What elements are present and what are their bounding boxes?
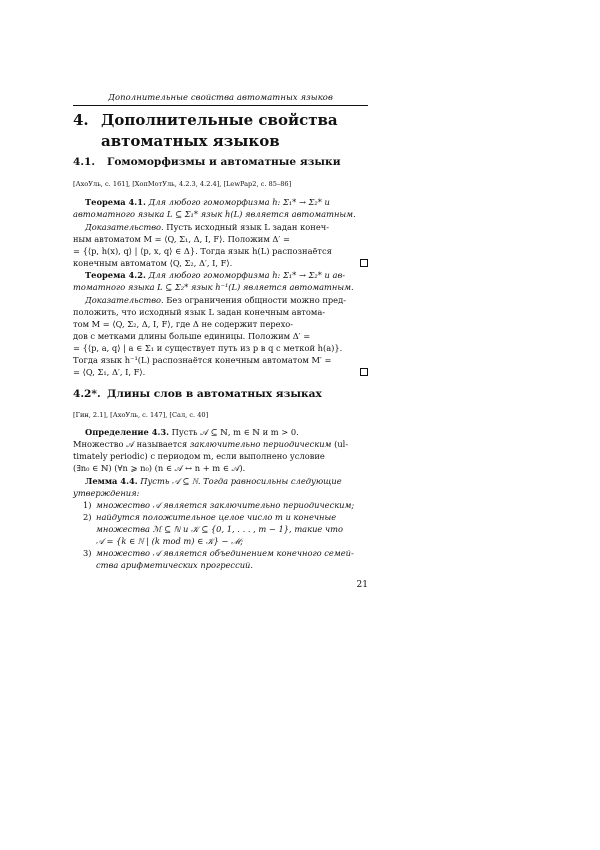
definition-text: Множество 𝒜 называется bbox=[73, 439, 190, 449]
proof-4-2-line: том M = ⟨Q, Σ₂, Δ, I, F⟩, где Δ не содержит перехо- bbox=[73, 319, 294, 329]
proof-4-2-line bbox=[85, 295, 368, 306]
definition-text: Пусть 𝒜 ⊆ ℕ, m ∈ ℕ и m > 0. bbox=[169, 427, 299, 437]
proof-text: Пусть исходный язык L задан конеч- bbox=[163, 222, 330, 232]
section-number: 4.2*. bbox=[73, 388, 101, 400]
page bbox=[73, 0, 368, 850]
running-header: Дополнительные свойства автоматных языков bbox=[108, 92, 333, 102]
chapter-title: Дополнительные свойства автоматных языков bbox=[101, 111, 338, 150]
proof-4-2-line: Тогда язык h⁻¹(L) распознаётся конечным автоматом M′ = bbox=[73, 355, 332, 365]
theorem-label: Теорема 4.1. bbox=[85, 197, 146, 207]
lemma-4-4-line bbox=[85, 476, 368, 487]
list-item-continuation: 𝒜 = {k ∈ ℕ | (k mod m) ∈ 𝒦} − ℳ; bbox=[96, 536, 244, 546]
page-number: 21 bbox=[356, 580, 368, 590]
proof-label: Доказательство. bbox=[85, 295, 164, 305]
defined-term: заключительно периодическим bbox=[189, 439, 332, 449]
proof-4-1-line: конечным автоматом ⟨Q, Σ₂, Δ′, I, F⟩. bbox=[73, 258, 233, 268]
list-item-continuation: множества ℳ ⊆ ℕ и 𝒦 ⊆ {0, 1, . . . , m − 1}, такие что bbox=[96, 524, 343, 534]
list-item bbox=[83, 548, 368, 559]
theorem-label: Теорема 4.2. bbox=[85, 270, 146, 280]
proof-4-2-line: = {⟨p, a, q⟩ | a ∈ Σ₁ и существует путь из p в q с меткой h(a)}. bbox=[73, 343, 343, 353]
header-rule bbox=[73, 105, 368, 106]
list-item bbox=[83, 500, 368, 511]
definition-4-3-line: timately periodic) с периодом m, если выполнено условие bbox=[73, 451, 325, 461]
lemma-label: Лемма 4.4. bbox=[85, 476, 138, 486]
theorem-text: Для любого гомоморфизма h: Σ₁* → Σ₂* и ав- bbox=[145, 270, 346, 280]
proof-4-1-line bbox=[85, 222, 368, 233]
lemma-text: Пусть 𝒜 ⊆ ℕ. Тогда равносильны следующие bbox=[137, 476, 342, 486]
chapter-number: 4. bbox=[73, 111, 89, 129]
list-item-text: множество 𝒜 является объединением конечного семей- bbox=[96, 548, 354, 558]
definition-4-3-line bbox=[85, 427, 368, 438]
proof-4-2-line: = ⟨Q, Σ₁, Δ′, I, F⟩. bbox=[73, 367, 146, 377]
definition-4-3-line: (∃n₀ ∈ ℕ) (∀n ⩾ n₀) (n ∈ 𝒜 ↔ n + m ∈ 𝒜). bbox=[73, 463, 246, 473]
section-title: Длины слов в автоматных языках bbox=[107, 388, 322, 400]
section-references: [Гин, 2.1], [АхоУль, с. 147], [Сал, с. 40] bbox=[73, 411, 209, 419]
list-item-number: 1) bbox=[83, 500, 92, 510]
section-references: [АхоУль, с. 161], [ХопМотУль, 4.2.3, 4.2.4], [LewPap2, с. 85–86] bbox=[73, 180, 292, 188]
qed-square-icon bbox=[360, 259, 368, 267]
qed-square-icon bbox=[360, 368, 368, 376]
section-number: 4.1. bbox=[73, 156, 96, 168]
proof-label: Доказательство. bbox=[85, 222, 164, 232]
theorem-4-2-line bbox=[85, 270, 368, 281]
lemma-4-4-line: утверждения: bbox=[73, 488, 140, 498]
list-item-number: 3) bbox=[83, 548, 92, 558]
definition-label: Определение 4.3. bbox=[85, 427, 170, 437]
proof-4-2-line: положить, что исходный язык L задан конечным автома- bbox=[73, 307, 326, 317]
definition-4-3-line bbox=[73, 439, 368, 450]
theorem-text: Для любого гомоморфизма h: Σ₁* → Σ₂* и bbox=[145, 197, 330, 207]
list-item-number: 2) bbox=[83, 512, 92, 522]
proof-4-1-line: ным автоматом M = ⟨Q, Σ₁, Δ, I, F⟩. Положим Δ′ = bbox=[73, 234, 290, 244]
definition-text: (ul- bbox=[331, 439, 349, 449]
list-item bbox=[83, 512, 368, 523]
theorem-4-1-line bbox=[85, 197, 368, 208]
section-title: Гомоморфизмы и автоматные языки bbox=[107, 156, 341, 168]
list-item-text: множество 𝒜 является заключительно периодическим; bbox=[96, 500, 355, 510]
theorem-4-1-line: автоматного языка L ⊆ Σ₁* язык h(L) является автоматным. bbox=[73, 209, 356, 219]
proof-text: Без ограничения общности можно пред- bbox=[163, 295, 347, 305]
list-item-continuation: ства арифметических прогрессий. bbox=[96, 560, 254, 570]
proof-4-2-line: дов с метками длины больше единицы. Положим Δ′ = bbox=[73, 331, 311, 341]
list-item-text: найдутся положительное целое число m и конечные bbox=[96, 512, 337, 522]
proof-4-1-line: = {⟨p, h(x), q⟩ | ⟨p, x, q⟩ ∈ Δ}. Тогда язык h(L) распознаётся bbox=[73, 246, 332, 256]
theorem-4-2-line: томатного языка L ⊆ Σ₂* язык h⁻¹(L) является автоматным. bbox=[73, 282, 354, 292]
